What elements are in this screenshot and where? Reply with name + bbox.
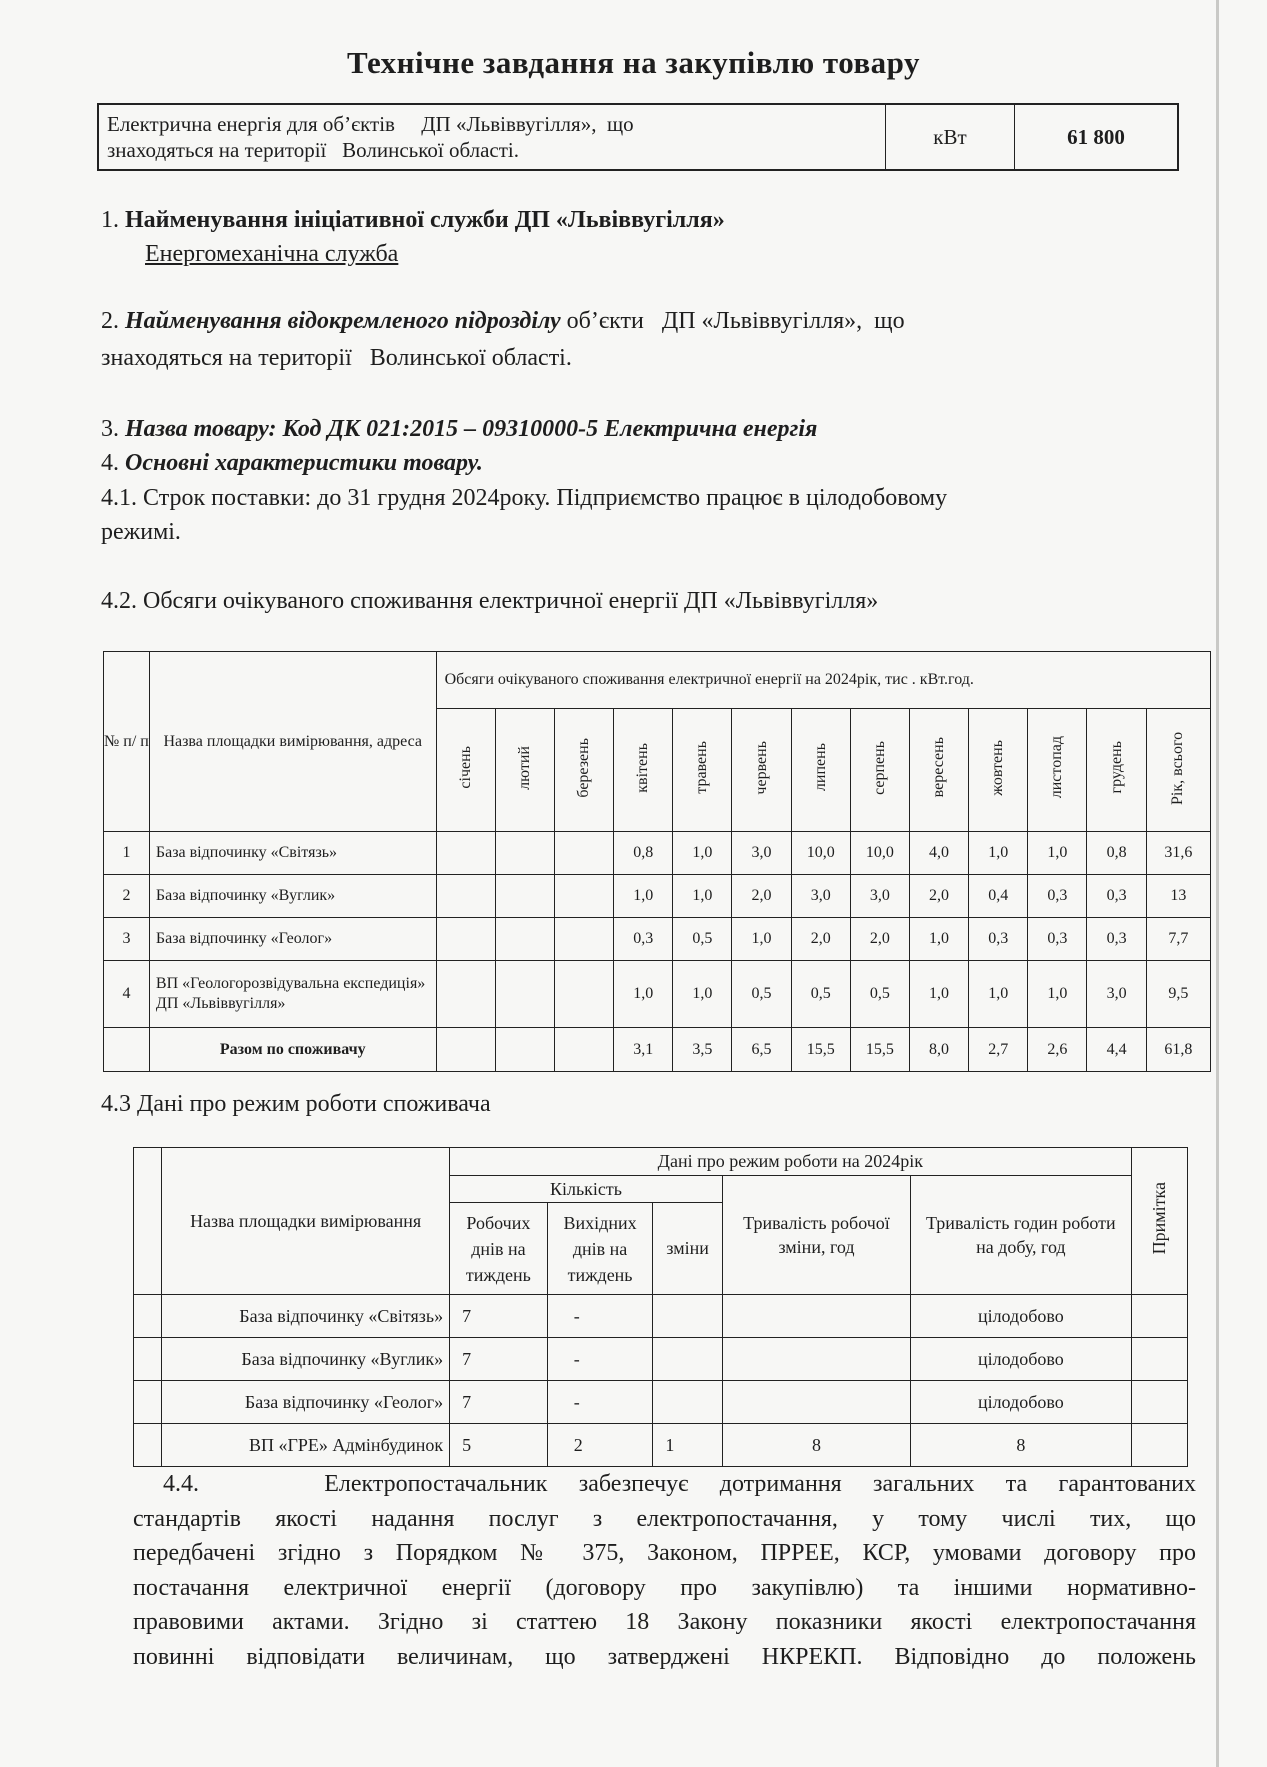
row-value xyxy=(436,875,495,918)
row-value: 1,0 xyxy=(909,961,968,1028)
item-quantity-cell: 61 800 xyxy=(1015,104,1179,170)
row-value: 0,5 xyxy=(673,918,732,961)
total-value: 15,5 xyxy=(791,1028,850,1072)
row-value: 0,4 xyxy=(969,875,1028,918)
row-site-name: База відпочинку «Світязь» xyxy=(149,832,436,875)
mode-site-name: База відпочинку «Геолог» xyxy=(162,1381,450,1424)
total-value xyxy=(554,1028,613,1072)
section-4-3: 4.3 Дані про режим роботи споживача xyxy=(101,1091,491,1117)
mode-col-header-shifts: зміни xyxy=(653,1203,722,1295)
mode-note xyxy=(1131,1424,1187,1467)
work-mode-table xyxy=(133,1147,1188,1467)
row-value: 3,0 xyxy=(732,832,791,875)
mode-shifts: 1 xyxy=(653,1424,722,1467)
section-4-2: 4.2. Обсяги очікуваного споживання електричної енергії ДП «Львіввугілля» xyxy=(101,588,879,614)
mode-shifts xyxy=(653,1295,722,1338)
total-value: 3,1 xyxy=(614,1028,673,1072)
row-value xyxy=(495,832,554,875)
section-4-number: 4. xyxy=(101,450,125,476)
row-value: 0,5 xyxy=(850,961,909,1028)
total-blank-cell xyxy=(104,1028,150,1072)
mode-blank-cell xyxy=(134,1424,162,1467)
section-4-4-line: передбачені згідно з Порядком № 375, Законом, ПРРЕЕ, КСР, умовами договору про xyxy=(133,1540,1196,1566)
month-header: жовтень xyxy=(989,739,1007,796)
section-3-heading: Назва товару: Код ДК 021:2015 – 09310000-5 Електрична енергія xyxy=(125,416,818,442)
mode-shift-duration xyxy=(722,1338,910,1381)
mode-col-header-site: Назва площадки вимірювання xyxy=(162,1148,450,1295)
mode-blank-cell xyxy=(134,1381,162,1424)
mode-col-header-note-cell xyxy=(1131,1148,1187,1295)
item-name-line2: знаходяться на території Волинської області. xyxy=(107,138,519,162)
document-title: Технічне завдання на закупівлю товару xyxy=(346,45,921,80)
row-value: 7,7 xyxy=(1146,918,1210,961)
row-value: 2,0 xyxy=(850,918,909,961)
mode-site-name: ВП «ГРЕ» Адмінбудинок xyxy=(162,1424,450,1467)
mode-days-off: - xyxy=(547,1295,653,1338)
section-1 xyxy=(101,203,725,237)
section-2-heading: Найменування відокремленого підрозділу xyxy=(125,308,561,334)
total-label: Разом по споживачу xyxy=(149,1028,436,1072)
mode-site-name: База відпочинку «Вуглик» xyxy=(162,1338,450,1381)
mode-hours-per-day: цілодобово xyxy=(911,1381,1131,1424)
row-site-name: ВП «Геологорозвідувальна експедиція» ДП «Львіввугілля» xyxy=(149,961,436,1028)
mode-work-days: 7 xyxy=(450,1381,548,1424)
total-value: 2,7 xyxy=(969,1028,1028,1072)
mode-shift-duration xyxy=(722,1295,910,1338)
row-site-name: База відпочинку «Вуглик» xyxy=(149,875,436,918)
mode-hours-per-day: цілодобово xyxy=(911,1295,1131,1338)
row-number: 3 xyxy=(104,918,150,961)
row-value: 9,5 xyxy=(1146,961,1210,1028)
row-value xyxy=(554,875,613,918)
mode-shift-duration xyxy=(722,1381,910,1424)
mode-shifts xyxy=(653,1338,722,1381)
section-2-text-line1: об’єкти ДП «Львіввугілля», що xyxy=(560,308,905,334)
total-value: 2,6 xyxy=(1028,1028,1087,1072)
total-value: 6,5 xyxy=(732,1028,791,1072)
col-header-consumption-group: Обсяги очікуваного споживання електричної енергії на 2024рік, тис . кВт.год. xyxy=(436,652,1210,709)
row-value: 0,5 xyxy=(732,961,791,1028)
row-value: 0,3 xyxy=(969,918,1028,961)
row-value: 1,0 xyxy=(673,875,732,918)
month-header: грудень xyxy=(1107,741,1125,794)
row-value: 1,0 xyxy=(673,832,732,875)
section-4-4-line: постачання електричної енергії (договору про закупівлю) та іншими нормативно- xyxy=(133,1574,1196,1601)
year-total-header: Рік, всього xyxy=(1169,730,1187,805)
row-value: 0,5 xyxy=(791,961,850,1028)
row-value: 3,0 xyxy=(791,875,850,918)
row-value xyxy=(436,832,495,875)
mode-blank-cell xyxy=(134,1338,162,1381)
mode-col-header-note: Примітка xyxy=(1148,1182,1169,1255)
month-header: березень xyxy=(575,737,593,798)
row-value: 1,0 xyxy=(732,918,791,961)
row-value xyxy=(554,961,613,1028)
total-row xyxy=(104,1028,1211,1072)
table-row xyxy=(134,1381,1188,1424)
mode-note xyxy=(1131,1295,1187,1338)
mode-col-header-shift-duration: Тривалість робочої зміни, год xyxy=(722,1176,910,1295)
row-value: 10,0 xyxy=(791,832,850,875)
total-value: 4,4 xyxy=(1087,1028,1146,1072)
item-name-cell xyxy=(98,104,886,170)
mode-col-header-hours-per-day: Тривалість годин роботи на добу, год xyxy=(911,1176,1131,1295)
item-name-line1: Електрична енергія для об’єктів ДП «Львіввугілля», що xyxy=(107,112,634,136)
row-number: 2 xyxy=(104,875,150,918)
section-4-4-line: 4.4. Електропостачальник забезпечує дотримання загальних та гарантованих xyxy=(163,1471,1196,1497)
consumption-table xyxy=(103,651,1211,1072)
section-2-text-line2: знаходяться на території Волинської області. xyxy=(101,345,572,371)
month-header: квітень xyxy=(634,742,652,793)
row-site-name: База відпочинку «Геолог» xyxy=(149,918,436,961)
total-value: 3,5 xyxy=(673,1028,732,1072)
row-number: 4 xyxy=(104,961,150,1028)
month-header: січень xyxy=(456,746,474,789)
row-value: 31,6 xyxy=(1146,832,1210,875)
total-value: 8,0 xyxy=(909,1028,968,1072)
section-4-heading: Основні характеристики товару. xyxy=(125,450,483,476)
section-4-4-line: правовими актами. Згідно зі статтею 18 Закону показники якості електропостачання xyxy=(133,1609,1196,1635)
mode-shifts xyxy=(653,1381,722,1424)
mode-note xyxy=(1131,1381,1187,1424)
row-value xyxy=(495,875,554,918)
row-value: 0,3 xyxy=(1028,875,1087,918)
table-row xyxy=(104,918,1211,961)
row-value: 1,0 xyxy=(1028,832,1087,875)
total-value: 61,8 xyxy=(1146,1028,1210,1072)
row-value xyxy=(554,918,613,961)
table-row xyxy=(104,961,1211,1028)
row-number: 1 xyxy=(104,832,150,875)
month-header: серпень xyxy=(870,740,888,795)
mode-shift-duration: 8 xyxy=(722,1424,910,1467)
total-value: 15,5 xyxy=(850,1028,909,1072)
month-header: лютий xyxy=(515,745,533,790)
row-value xyxy=(436,918,495,961)
section-4-4-line: стандартів якості надання послуг з електропостачання, у тому числі тих, що xyxy=(133,1505,1196,1532)
row-value: 0,3 xyxy=(1087,918,1146,961)
row-value: 13 xyxy=(1146,875,1210,918)
row-value: 0,8 xyxy=(614,832,673,875)
col-header-number: № п/ п xyxy=(104,652,150,832)
mode-col-header-count: Кількість xyxy=(450,1176,723,1203)
section-4-1-line1: 4.1. Строк поставки: до 31 грудня 2024року. Підприємство працює в цілодобовому xyxy=(101,485,948,511)
section-3 xyxy=(101,412,817,446)
month-header: липень xyxy=(811,743,829,792)
total-value xyxy=(436,1028,495,1072)
section-4-4-line: повинні відповідати величинам, що затверджені НКРЕКП. Відповідно до положень xyxy=(133,1643,1196,1670)
mode-col-header-days-off: Вихідних днів на тиждень xyxy=(547,1203,653,1295)
table-row xyxy=(134,1295,1188,1338)
month-header: вересень xyxy=(930,737,948,798)
mode-blank-cell xyxy=(134,1295,162,1338)
month-header: червень xyxy=(752,740,770,795)
row-value: 1,0 xyxy=(909,918,968,961)
scan-page-edge xyxy=(1216,0,1219,1767)
mode-blank-header xyxy=(134,1148,162,1295)
section-2-number: 2. xyxy=(101,308,125,334)
row-value xyxy=(436,961,495,1028)
table-row xyxy=(104,875,1211,918)
mode-work-days: 7 xyxy=(450,1295,548,1338)
row-value xyxy=(495,918,554,961)
row-value: 1,0 xyxy=(614,961,673,1028)
mode-work-days: 7 xyxy=(450,1338,548,1381)
section-4 xyxy=(101,446,483,480)
mode-days-off: 2 xyxy=(547,1424,653,1467)
row-value: 1,0 xyxy=(969,832,1028,875)
row-value: 3,0 xyxy=(1087,961,1146,1028)
table-row xyxy=(134,1338,1188,1381)
row-value: 2,0 xyxy=(791,918,850,961)
month-header: листопад xyxy=(1048,736,1066,799)
row-value: 10,0 xyxy=(850,832,909,875)
total-value xyxy=(495,1028,554,1072)
table-row xyxy=(134,1424,1188,1467)
mode-days-off: - xyxy=(547,1338,653,1381)
section-2 xyxy=(101,304,905,338)
item-unit-cell: кВт xyxy=(886,104,1015,170)
row-value: 0,3 xyxy=(1087,875,1146,918)
initiative-service-value: Енергомеханічна служба xyxy=(145,241,399,267)
row-value: 1,0 xyxy=(1028,961,1087,1028)
col-header-site: Назва площадки вимірювання, адреса xyxy=(149,652,436,832)
section-4-1-line2: режимі. xyxy=(101,519,181,545)
row-value: 1,0 xyxy=(614,875,673,918)
row-value xyxy=(495,961,554,1028)
row-value: 4,0 xyxy=(909,832,968,875)
mode-hours-per-day: 8 xyxy=(911,1424,1131,1467)
section-1-heading: Найменування ініціативної служби ДП «Львіввугілля» xyxy=(125,207,725,233)
row-value: 0,8 xyxy=(1087,832,1146,875)
mode-work-days: 5 xyxy=(450,1424,548,1467)
section-1-number: 1. xyxy=(101,207,125,233)
row-value: 2,0 xyxy=(909,875,968,918)
row-value: 0,3 xyxy=(614,918,673,961)
mode-site-name: База відпочинку «Світязь» xyxy=(162,1295,450,1338)
row-value: 1,0 xyxy=(673,961,732,1028)
row-value: 0,3 xyxy=(1028,918,1087,961)
row-value: 1,0 xyxy=(969,961,1028,1028)
mode-col-header-work-days: Робочих днів на тиждень xyxy=(450,1203,548,1295)
mode-hours-per-day: цілодобово xyxy=(911,1338,1131,1381)
table-row xyxy=(104,832,1211,875)
row-value: 2,0 xyxy=(732,875,791,918)
mode-col-header-group: Дані про режим роботи на 2024рік xyxy=(450,1148,1131,1176)
month-header: травень xyxy=(693,741,711,794)
section-4-4 xyxy=(133,1467,1196,1674)
row-value xyxy=(554,832,613,875)
mode-days-off: - xyxy=(547,1381,653,1424)
row-value: 3,0 xyxy=(850,875,909,918)
mode-note xyxy=(1131,1338,1187,1381)
section-3-number: 3. xyxy=(101,416,125,442)
item-summary-table xyxy=(97,103,1179,171)
